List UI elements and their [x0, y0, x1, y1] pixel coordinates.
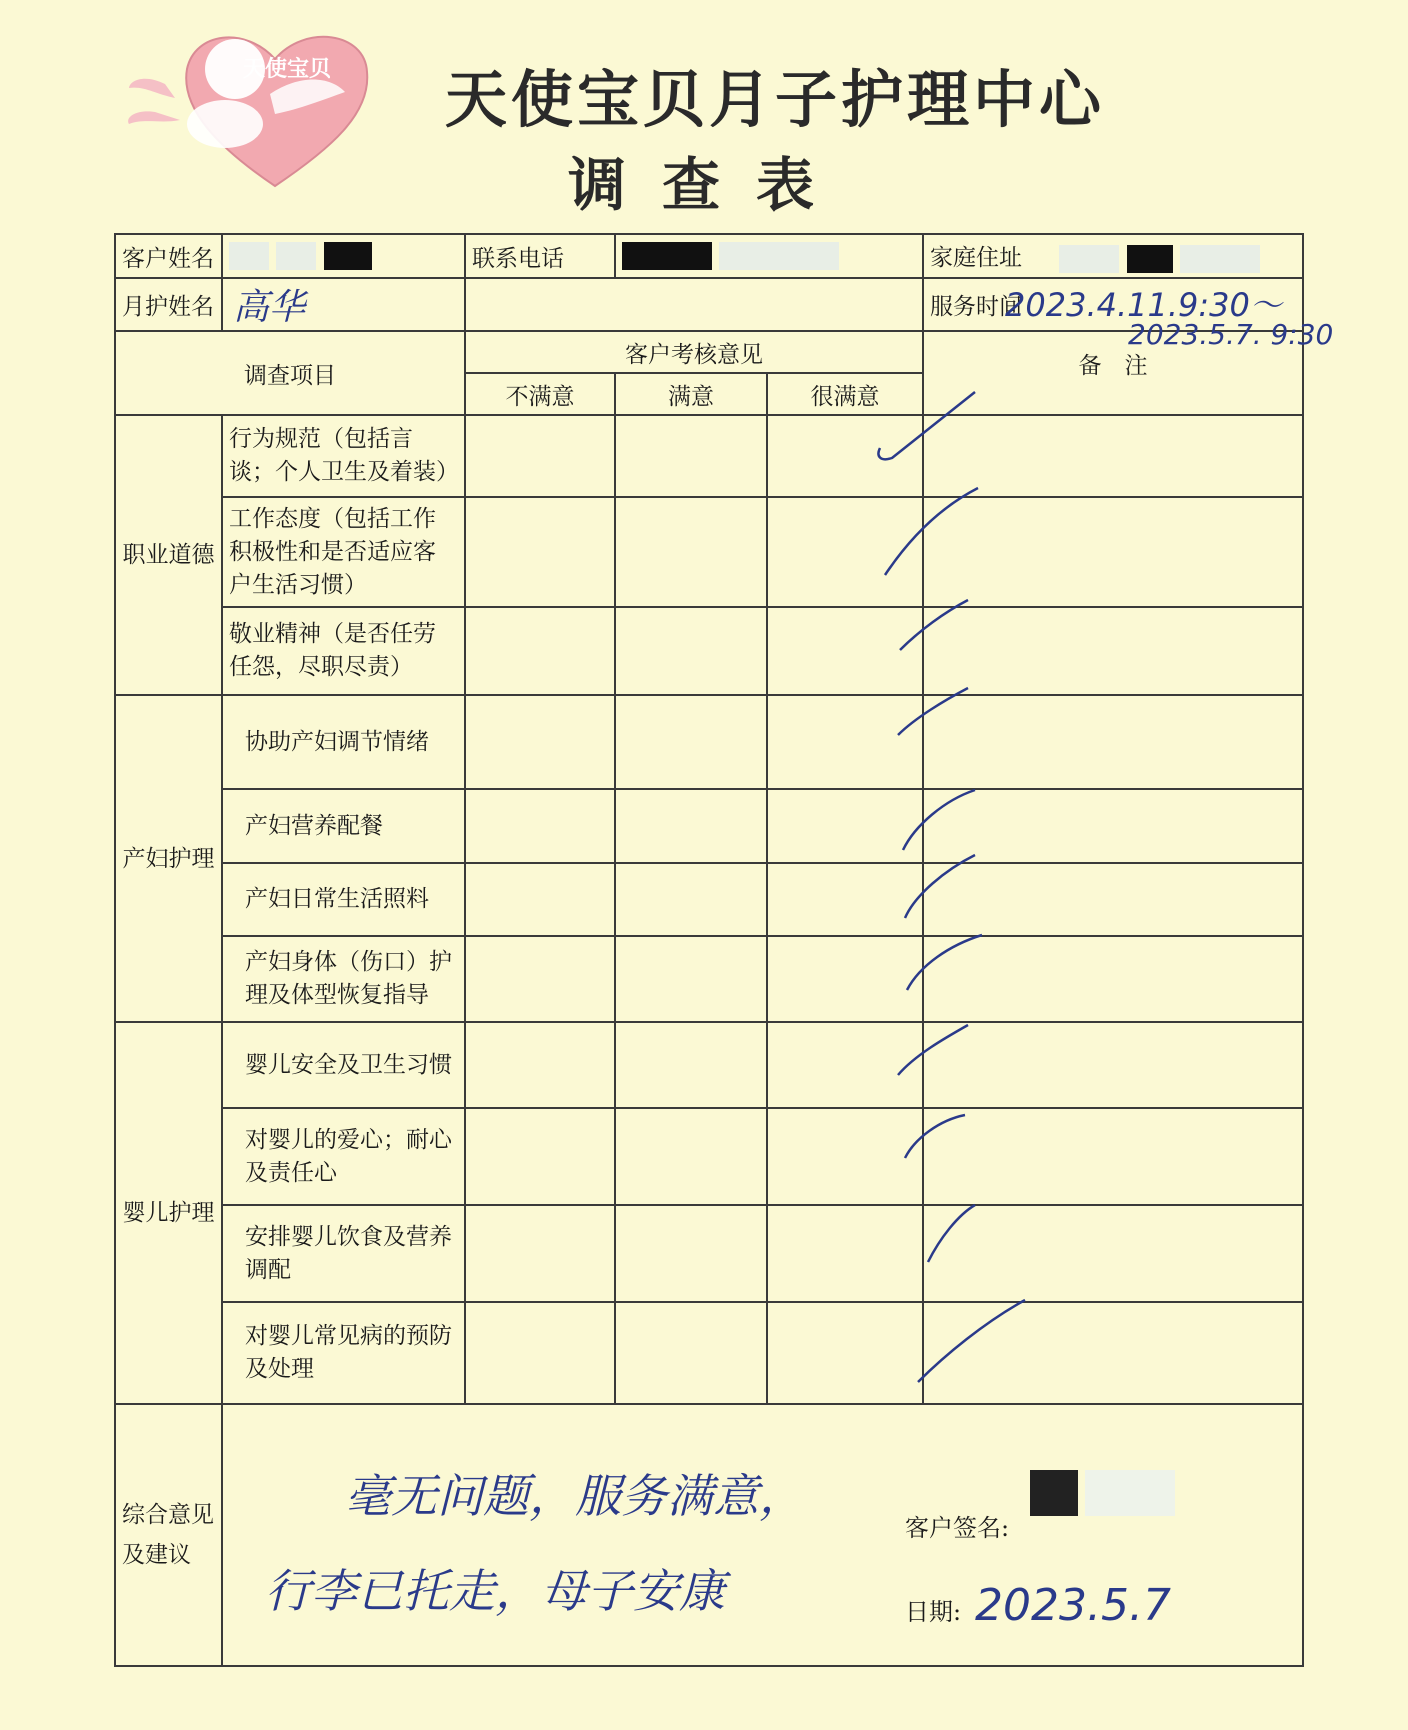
check-mark	[898, 1025, 968, 1075]
check-mark	[903, 790, 975, 850]
overall-comment-line1: 毫无问题，服务满意，	[345, 1469, 805, 1523]
survey-item: 协助产妇调节情绪	[222, 695, 465, 789]
client-opinion-header: 客户考核意见	[465, 331, 923, 373]
check-mark	[918, 1300, 1025, 1382]
check-mark	[898, 688, 968, 735]
check-mark	[900, 600, 968, 650]
signature-label: 客户签名:	[905, 1514, 1010, 1542]
date-value: 2023.5.7	[975, 1580, 1171, 1631]
client-name-label: 客户姓名	[115, 234, 222, 278]
check-mark	[905, 1115, 965, 1158]
service-time-label: 服务时间	[930, 294, 1022, 320]
check-mark	[879, 392, 976, 459]
survey-item: 产妇营养配餐	[222, 789, 465, 863]
survey-item: 婴儿安全及卫生习惯	[222, 1022, 465, 1108]
nanny-name-label: 月护姓名	[115, 278, 222, 331]
group-label: 产妇护理	[115, 695, 222, 1022]
signature-redacted	[1030, 1470, 1078, 1516]
signature-redacted	[1085, 1470, 1175, 1516]
survey-item: 对婴儿的爱心；耐心及责任心	[222, 1108, 465, 1205]
check-mark	[907, 935, 982, 990]
overall-label: 综合意见及建议	[115, 1404, 222, 1666]
date-label: 日期:	[905, 1598, 962, 1626]
survey-item-header: 调查项目	[115, 331, 465, 415]
check-mark	[928, 1205, 975, 1262]
overall-comment-line2: 行李已托走，母子安康	[265, 1564, 725, 1618]
survey-item: 对婴儿常见病的预防及处理	[222, 1302, 465, 1404]
page-title: 天使宝贝月子护理中心	[445, 63, 1106, 136]
address-label: 家庭住址	[930, 245, 1022, 271]
survey-item: 产妇身体（伤口）护理及体型恢复指导	[222, 936, 465, 1022]
service-time-value-1: 2023.4.11.9:30～	[1005, 286, 1282, 324]
survey-item: 行为规范（包括言谈；个人卫生及着装）	[222, 415, 465, 497]
page-subtitle: 调查表	[568, 151, 851, 219]
check-mark	[885, 488, 978, 575]
group-label: 婴儿护理	[115, 1022, 222, 1404]
survey-item: 敬业精神（是否任劳任怨，尽职尽责）	[222, 607, 465, 695]
very-satisfied-header: 很满意	[767, 373, 923, 415]
satisfied-header: 满意	[615, 373, 767, 415]
service-time-value-2: 2023.5.7. 9:30	[1128, 318, 1334, 351]
survey-item: 产妇日常生活照料	[222, 863, 465, 936]
survey-item: 安排婴儿饮食及营养调配	[222, 1205, 465, 1302]
group-label: 职业道德	[115, 415, 222, 695]
survey-item: 工作态度（包括工作积极性和是否适应客户生活习惯）	[222, 497, 465, 607]
check-mark	[905, 855, 975, 918]
phone-label: 联系电话	[465, 234, 615, 278]
logo-text: 天使宝贝	[243, 57, 332, 82]
unsatisfied-header: 不满意	[465, 373, 615, 415]
remarks-header: 备 注	[923, 331, 1303, 415]
nanny-name-value: 高华	[222, 278, 465, 331]
